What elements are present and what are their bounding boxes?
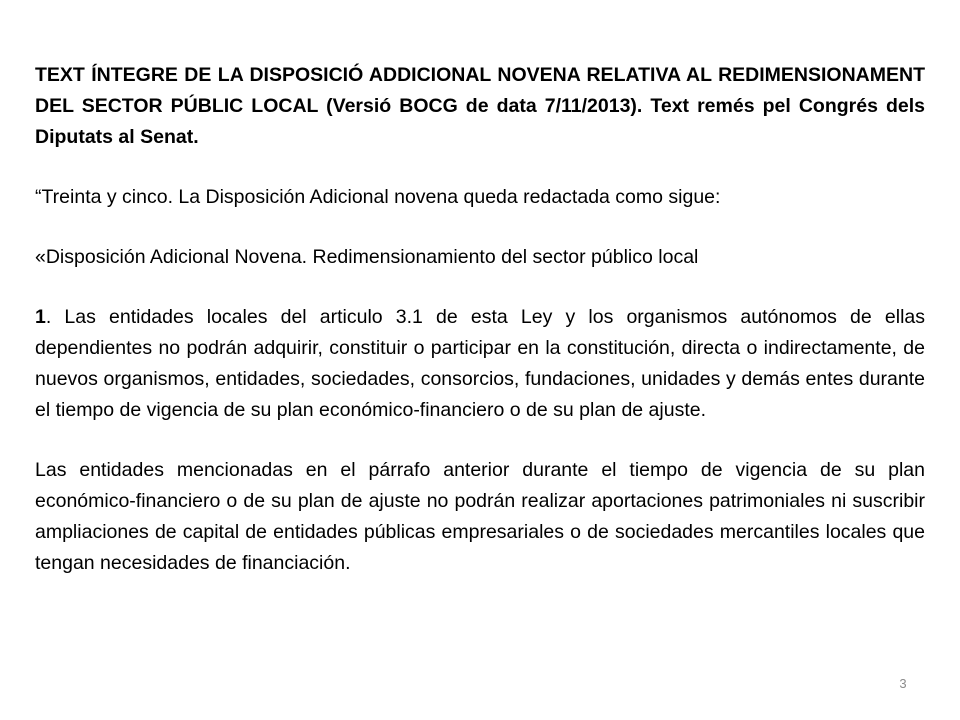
slide-content — [35, 60, 925, 608]
point-number: 1 — [35, 306, 46, 328]
second-paragraph: Las entidades mencionadas en el párrafo anterior durante el tiempo de vigencia de su plan económico-financiero o de su plan de ajuste no podrán realizar aportaciones patrimoniales ni suscribir ampliaciones de capital de entidades públicas empresariales o de sociedades mercantiles locales que tengan necesidades de financiación. — [35, 459, 925, 574]
document-title: TEXT ÍNTEGRE DE LA DISPOSICIÓ ADDICIONAL NOVENA RELATIVA AL REDIMENSIONAMENT DEL SECTOR PÚBLIC LOCAL (Versió BOCG de data 7/11/2013). Text remés pel Congrés dels Diputats al Senat. — [35, 64, 925, 148]
intro-line: “Treinta y cinco. La Disposición Adicional novena queda redactada como sigue: — [35, 186, 721, 208]
section-heading: «Disposición Adicional Novena. Redimensionamiento del sector público local — [35, 246, 699, 268]
point-1-text: . Las entidades locales del articulo 3.1 de esta Ley y los organismos autónomos de ellas dependientes no podrán adquirir, constituir o participar en la constitución, directa o indirectamente, de nuevos organismos, entidades, sociedades, consorcios, fundaciones, unidades y demás entes durante el tiempo de vigencia de su plan económico-financiero o de su plan de ajuste. — [35, 306, 925, 421]
point-1-paragraph — [35, 302, 925, 426]
page-number: 3 — [899, 676, 907, 691]
